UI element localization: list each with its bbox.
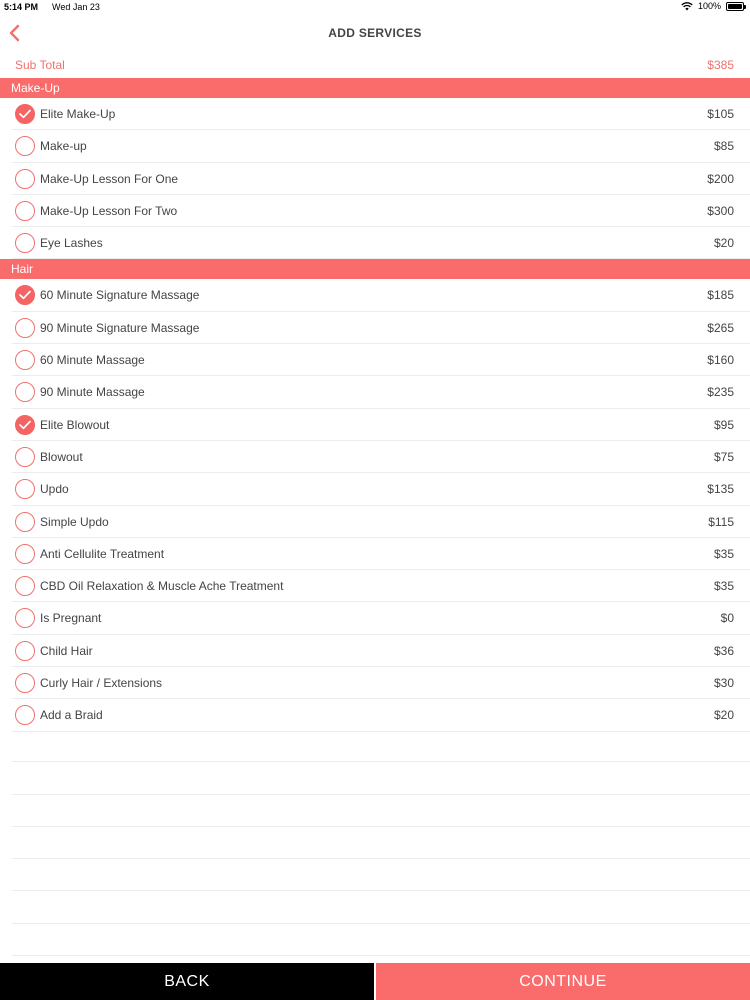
service-price: $30 (713, 676, 734, 691)
service-price: $160 (707, 353, 734, 368)
service-name: CBD Oil Relaxation & Muscle Ache Treatment (40, 579, 284, 594)
service-row[interactable] (12, 279, 750, 311)
empty-row (12, 891, 750, 923)
unchecked-circle-icon[interactable] (15, 641, 35, 661)
unchecked-circle-icon[interactable] (15, 318, 35, 338)
service-price: $115 (708, 514, 734, 529)
checked-circle-icon[interactable] (15, 415, 35, 435)
service-name: Eye Lashes (40, 236, 103, 251)
service-row[interactable] (12, 376, 750, 408)
nav-header (0, 14, 750, 54)
service-price: $35 (713, 546, 734, 561)
page-title: ADD SERVICES (328, 26, 422, 40)
status-bar (0, 0, 750, 14)
unchecked-circle-icon[interactable] (15, 673, 35, 693)
battery-icon (726, 2, 744, 11)
status-time: 5:14 PM (4, 2, 39, 12)
service-row[interactable] (12, 570, 750, 602)
service-row[interactable] (12, 409, 750, 441)
unchecked-circle-icon[interactable] (15, 382, 35, 402)
service-price: $75 (713, 449, 734, 464)
service-price: $200 (707, 171, 734, 186)
unchecked-circle-icon[interactable] (15, 169, 35, 189)
service-row[interactable] (12, 163, 750, 195)
service-price: $36 (713, 643, 734, 658)
service-name: 90 Minute Massage (40, 385, 145, 400)
service-row[interactable] (12, 699, 750, 731)
service-name: Make-Up Lesson For Two (40, 203, 178, 218)
service-name: 60 Minute Massage (40, 353, 145, 368)
service-row[interactable] (12, 98, 750, 130)
unchecked-circle-icon[interactable] (15, 201, 35, 221)
section-header: Hair (0, 259, 750, 279)
service-name: Simple Updo (40, 514, 109, 529)
empty-list-area (12, 730, 750, 956)
service-name: Elite Blowout (40, 417, 110, 432)
service-price: $20 (713, 708, 734, 723)
service-name: Child Hair (40, 643, 93, 658)
service-list (0, 78, 750, 732)
unchecked-circle-icon[interactable] (15, 136, 35, 156)
checked-circle-icon[interactable] (15, 104, 35, 124)
service-row[interactable] (12, 130, 750, 162)
service-price: $95 (713, 417, 734, 432)
service-name: Blowout (40, 449, 83, 464)
service-price: $235 (707, 385, 734, 400)
service-row[interactable] (12, 506, 750, 538)
service-name: Elite Make-Up (40, 107, 116, 121)
subtotal-bar (0, 54, 750, 78)
status-date: Wed Jan 23 (52, 2, 100, 12)
empty-row (12, 762, 750, 794)
service-name: Make-Up Lesson For One (40, 171, 179, 186)
service-row[interactable] (12, 602, 750, 634)
footer-bar (0, 963, 750, 1000)
service-price: $105 (707, 107, 734, 121)
service-name: Anti Cellulite Treatment (40, 546, 165, 561)
empty-row (12, 730, 750, 762)
service-price: $20 (713, 236, 734, 251)
unchecked-circle-icon[interactable] (15, 350, 35, 370)
service-row[interactable] (12, 635, 750, 667)
service-name: 60 Minute Signature Massage (40, 288, 200, 303)
service-row[interactable] (12, 344, 750, 376)
service-row[interactable] (12, 227, 750, 259)
unchecked-circle-icon[interactable] (15, 447, 35, 467)
service-row[interactable] (12, 538, 750, 570)
service-name: 90 Minute Signature Massage (40, 320, 200, 335)
unchecked-circle-icon[interactable] (15, 233, 35, 253)
service-row[interactable] (12, 195, 750, 227)
subtotal-value: $385 (707, 58, 734, 72)
unchecked-circle-icon[interactable] (15, 512, 35, 532)
service-name: Curly Hair / Extensions (40, 676, 163, 691)
service-price: $135 (707, 482, 734, 497)
service-row[interactable] (12, 473, 750, 505)
service-price: $85 (713, 139, 734, 154)
service-name: Is Pregnant (40, 611, 102, 626)
subtotal-label: Sub Total (15, 58, 65, 72)
checked-circle-icon[interactable] (15, 285, 35, 305)
wifi-icon (681, 2, 693, 11)
service-row[interactable] (12, 441, 750, 473)
service-price: $300 (707, 203, 734, 218)
unchecked-circle-icon[interactable] (15, 544, 35, 564)
back-button[interactable]: BACK (0, 963, 376, 1000)
service-price: $35 (713, 579, 734, 594)
service-name: Add a Braid (40, 708, 103, 723)
unchecked-circle-icon[interactable] (15, 705, 35, 725)
service-name: Make-up (40, 139, 87, 154)
unchecked-circle-icon[interactable] (15, 479, 35, 499)
service-name: Updo (40, 482, 69, 497)
service-price: $265 (707, 320, 734, 335)
service-row[interactable] (12, 667, 750, 699)
empty-row (12, 924, 750, 956)
section-header: Make-Up (0, 78, 750, 98)
empty-row (12, 859, 750, 891)
service-price: $0 (720, 611, 734, 626)
empty-row (12, 827, 750, 859)
empty-row (12, 795, 750, 827)
unchecked-circle-icon[interactable] (15, 608, 35, 628)
continue-button[interactable]: CONTINUE (376, 963, 750, 1000)
service-row[interactable] (12, 312, 750, 344)
service-price: $185 (707, 288, 734, 303)
unchecked-circle-icon[interactable] (15, 576, 35, 596)
battery-percent: 100% (697, 1, 721, 11)
